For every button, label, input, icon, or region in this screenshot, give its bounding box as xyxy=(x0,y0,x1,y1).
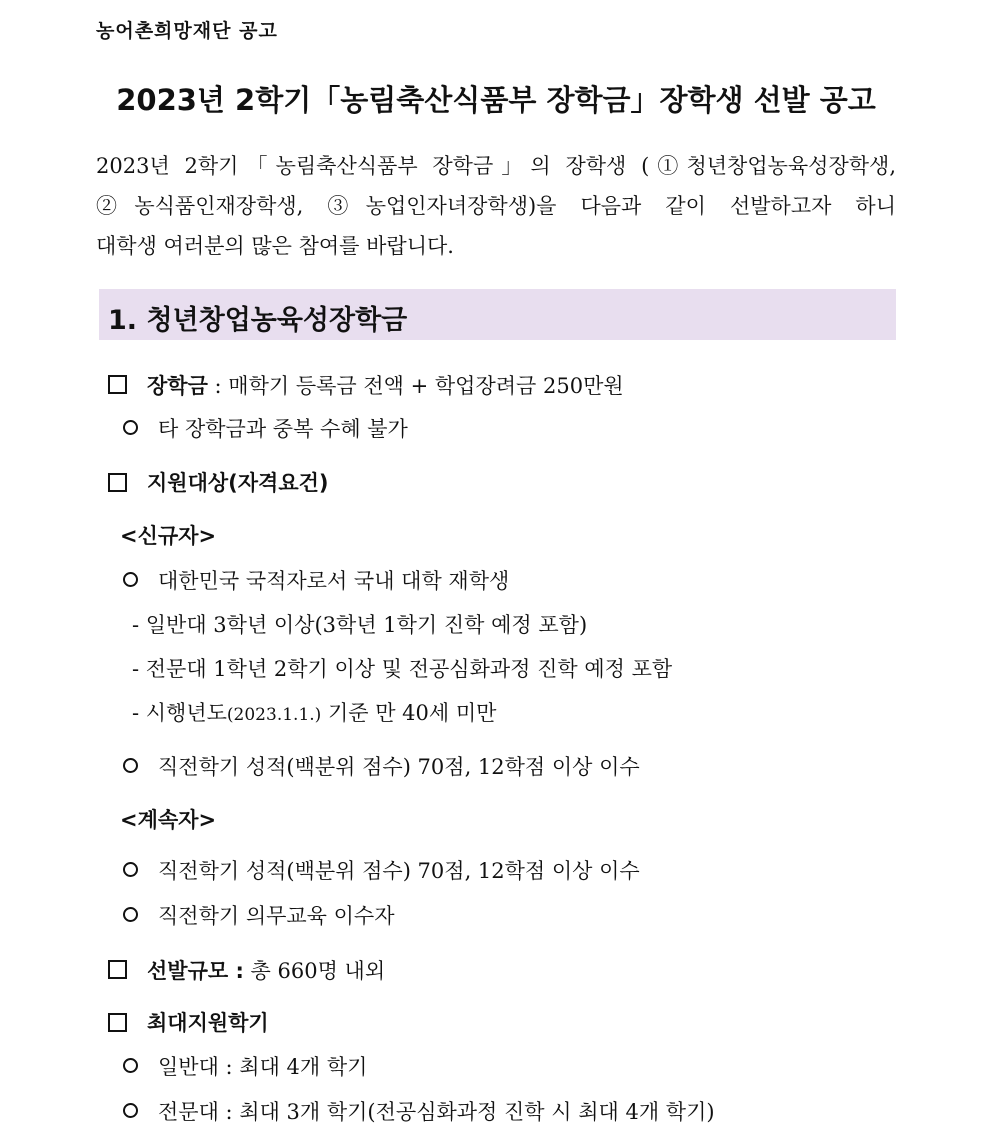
max-semesters-label: 최대지원학기 xyxy=(147,1011,269,1035)
bullet-circle-icon xyxy=(123,572,138,587)
intro-line-1: 2023년 2학기「농림축산식품부 장학금」의 장학생 (①청년창업농육성장학생, xyxy=(96,154,896,178)
new-sub-1: - 일반대 3학년 이상(3학년 1학기 진학 예정 포함) xyxy=(132,613,588,637)
new-item-1: 대한민국 국적자로서 국내 대학 재학생 xyxy=(158,569,510,593)
bullet-circle-icon xyxy=(123,1058,138,1073)
checkbox-square-icon xyxy=(108,473,127,492)
checkbox-square-icon xyxy=(108,375,127,394)
bullet-circle-icon xyxy=(123,758,138,773)
organization-label: 농어촌희망재단 공고 xyxy=(96,20,278,42)
cont-item-1: 직전학기 성적(백분위 점수) 70점, 12학점 이상 이수 xyxy=(158,859,640,883)
max-semesters-item-2: 전문대 : 최대 3개 학기(전공심화과정 진학 시 최대 4개 학기) xyxy=(158,1100,715,1124)
scholarship-note: 타 장학금과 중복 수혜 불가 xyxy=(158,417,408,441)
new-sub-3 xyxy=(132,697,496,727)
selection-line xyxy=(147,955,385,985)
new-sub-3-suffix: 기준 만 40세 미만 xyxy=(321,701,497,725)
selection-label: 선발규모 : xyxy=(147,959,244,983)
intro-paragraph xyxy=(96,146,896,266)
new-item-2: 직전학기 성적(백분위 점수) 70점, 12학점 이상 이수 xyxy=(158,755,640,779)
section-title: 1. 청년창업농육성장학금 xyxy=(108,305,408,336)
intro-line-3: 대학생 여러분의 많은 참여를 바랍니다. xyxy=(96,234,454,258)
checkbox-square-icon xyxy=(108,960,127,979)
scholarship-value: : 매학기 등록금 전액 + 학업장려금 250만원 xyxy=(214,374,624,398)
page-title: 2023년 2학기「농림축산식품부 장학금」장학생 선발 공고 xyxy=(116,83,876,117)
new-sub-3-date: (2023.1.1.) xyxy=(226,705,322,725)
intro-line-2: ②농식품인재장학생, ③농업인자녀장학생)을 다음과 같이 선발하고자 하니 xyxy=(96,194,896,218)
max-semesters-item-1: 일반대 : 최대 4개 학기 xyxy=(158,1055,368,1079)
checkbox-square-icon xyxy=(108,1013,127,1032)
new-sub-3-prefix: - 시행년도 xyxy=(132,701,227,725)
bullet-circle-icon xyxy=(123,907,138,922)
new-applicant-heading: <신규자> xyxy=(120,524,217,548)
eligibility-label: 지원대상(자격요건) xyxy=(147,471,329,495)
bullet-circle-icon xyxy=(123,420,138,435)
bullet-circle-icon xyxy=(123,1103,138,1118)
new-sub-2: - 전문대 1학년 2학기 이상 및 전공심화과정 진학 예정 포함 xyxy=(132,657,673,681)
scholarship-line xyxy=(147,370,624,400)
scholarship-label: 장학금 xyxy=(147,374,208,398)
continuing-applicant-heading: <계속자> xyxy=(120,808,217,832)
selection-value: 총 660명 내외 xyxy=(250,959,386,983)
cont-item-2: 직전학기 의무교육 이수자 xyxy=(158,904,395,928)
bullet-circle-icon xyxy=(123,862,138,877)
